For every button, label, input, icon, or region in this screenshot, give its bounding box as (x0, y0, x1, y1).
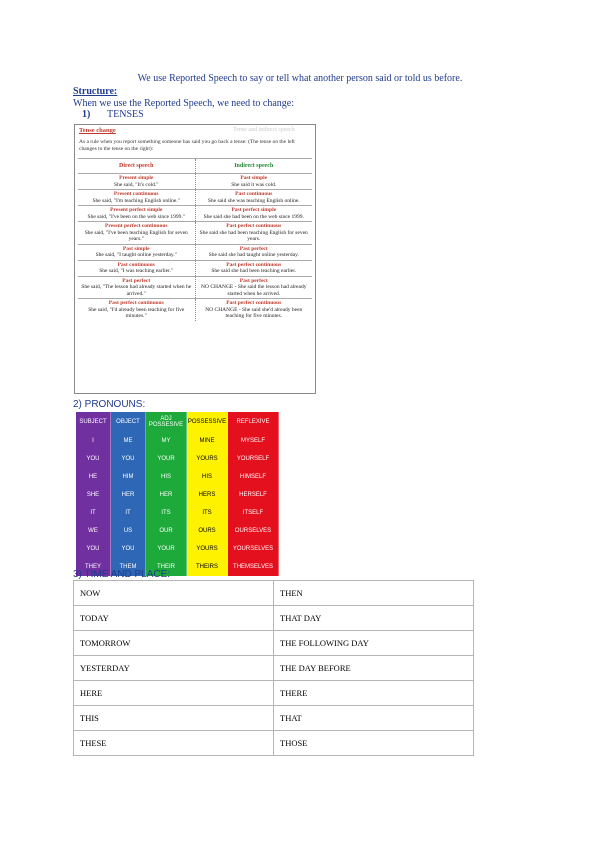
pronoun-cell: YOUR (146, 450, 187, 468)
tense-row (78, 190, 312, 206)
tense-box-ghost-title: Tense and indirect speech (233, 127, 295, 133)
pronoun-cell: OUR (146, 522, 187, 540)
time-place-row (74, 731, 474, 756)
indirect-speech-cell (195, 222, 312, 245)
direct-expression-cell: YESTERDAY (74, 656, 274, 681)
direct-expression-cell: TOMORROW (74, 631, 274, 656)
pronoun-cell: THEMSELVES (228, 558, 279, 576)
time-place-row (74, 706, 474, 731)
pronoun-row (76, 504, 279, 522)
pronoun-cell: HIS (146, 468, 187, 486)
direct-speech-cell (78, 244, 195, 260)
pronoun-header-cell: OBJECT (111, 412, 146, 432)
pronoun-cell: MYSELF (228, 432, 279, 450)
time-place-row (74, 681, 474, 706)
tense-name: Past perfect (122, 277, 151, 284)
tense-row (78, 299, 312, 321)
example-sentence: She said she had been teaching earlier. (211, 268, 297, 274)
reported-expression-cell: THAT DAY (274, 606, 474, 631)
time-place-row (74, 631, 474, 656)
tense-name: Past perfect continuous (108, 300, 164, 306)
example-sentence: She said, "I taught online yesterday." (95, 252, 177, 258)
reported-expression-cell: THOSE (274, 731, 474, 756)
pronoun-cell: THEM (111, 558, 146, 576)
example-sentence: She said, "I've been on the web since 1999." (87, 213, 185, 220)
pronoun-cell: HE (76, 468, 111, 486)
pronouns-table (76, 412, 279, 576)
indirect-speech-header: Indirect speech (195, 159, 312, 174)
pronoun-cell: ITSELF (228, 504, 279, 522)
pronoun-cell: YOU (111, 450, 146, 468)
example-sentence: She said she had been on the web since 1999. (203, 213, 304, 220)
pronoun-cell: OURS (187, 522, 228, 540)
reported-expression-cell: THE FOLLOWING DAY (274, 631, 474, 656)
tense-name: Present continuous (113, 191, 159, 197)
direct-speech-cell (78, 206, 195, 222)
example-sentence: She said, "It's cold." (114, 181, 159, 188)
pronouns-header-row (76, 412, 279, 432)
tense-row (78, 244, 312, 260)
pronoun-cell: ITS (187, 504, 228, 522)
indirect-speech-cell (195, 276, 312, 299)
pronoun-cell: ME (111, 432, 146, 450)
direct-expression-cell: TODAY (74, 606, 274, 631)
pronoun-header-cell: ADJ POSSESIVE (146, 412, 187, 432)
reported-expression-cell: THEN (274, 581, 474, 606)
tense-row (78, 276, 312, 299)
direct-expression-cell: HERE (74, 681, 274, 706)
pronoun-cell: THEIR (146, 558, 187, 576)
tense-change-image (74, 124, 316, 394)
tense-name: Present perfect continuous (104, 223, 168, 229)
example-sentence: She said, "I'd already been teaching for five minutes." (88, 306, 185, 319)
pronoun-cell: MY (146, 432, 187, 450)
pronouns-title: 2) PRONOUNS: (73, 399, 146, 410)
pronoun-header-cell: REFLEXIVE (228, 412, 279, 432)
tense-name: Past continuous (117, 261, 155, 268)
tense-name: Past continuous (235, 191, 273, 197)
pronoun-row (76, 468, 279, 486)
reported-expression-cell: THAT (274, 706, 474, 731)
tenses-number: 1) (82, 109, 91, 120)
tense-table (78, 158, 312, 321)
reported-expression-cell: THERE (274, 681, 474, 706)
example-sentence: NO CHANGE - She said the lesson had already started when he arrived. (201, 284, 307, 297)
pronoun-row (76, 432, 279, 450)
direct-speech-cell (78, 276, 195, 299)
pronoun-row (76, 486, 279, 504)
time-place-title: 3) TIME AND PLACE: (73, 569, 171, 580)
pronoun-cell: YOU (76, 450, 111, 468)
pronoun-cell: MINE (187, 432, 228, 450)
example-sentence: NO CHANGE - She said she'd already been teaching for five minutes. (205, 306, 303, 319)
pronoun-cell: ITS (146, 504, 187, 522)
direct-expression-cell: THIS (74, 706, 274, 731)
direct-speech-cell (78, 260, 195, 276)
pronoun-cell: YOU (76, 540, 111, 558)
pronoun-header-cell: POSSESSIVE (187, 412, 228, 432)
pronoun-cell: YOU (111, 540, 146, 558)
time-place-table (73, 580, 474, 756)
direct-expression-cell: NOW (74, 581, 274, 606)
reported-expression-cell: THE DAY BEFORE (274, 656, 474, 681)
tense-name: Past perfect continuous (226, 300, 282, 306)
pronoun-header-cell: SUBJECT (76, 412, 111, 432)
pronoun-cell: SHE (76, 486, 111, 504)
direct-speech-cell (78, 190, 195, 206)
pronoun-cell: OURSELVES (228, 522, 279, 540)
example-sentence: She said, "I'm teaching English online." (92, 197, 180, 204)
tense-name: Past simple (122, 245, 150, 252)
tense-row (78, 206, 312, 222)
example-sentence: She said she had been teaching English for seven years. (199, 229, 308, 242)
structure-label: Structure (73, 86, 114, 97)
tense-box-title: Tense change (79, 127, 116, 134)
pronoun-cell: WE (76, 522, 111, 540)
pronoun-cell: HER (111, 486, 146, 504)
direct-speech-cell (78, 222, 195, 245)
example-sentence: She said, "The lesson had already started when he arrived." (81, 284, 192, 297)
pronoun-cell: THEY (76, 558, 111, 576)
tense-name: Past perfect (239, 245, 268, 252)
pronoun-cell: IT (76, 504, 111, 522)
tense-row (78, 174, 312, 190)
example-sentence: She said, "I was teaching earlier." (99, 268, 174, 274)
example-sentence: She said she was teaching English online. (207, 197, 300, 204)
example-sentence: She said, "I've been teaching English for seven years." (84, 229, 188, 242)
pronoun-row (76, 522, 279, 540)
tense-row (78, 260, 312, 276)
intro-text: We use Reported Speech to say or tell what another person said or told us before. (137, 73, 463, 84)
indirect-speech-cell (195, 299, 312, 321)
pronoun-cell: YOURS (187, 450, 228, 468)
pronoun-cell: YOURS (187, 540, 228, 558)
tense-name: Past perfect (239, 277, 268, 284)
indirect-speech-cell (195, 260, 312, 276)
pronoun-row (76, 540, 279, 558)
direct-speech-header: Direct speech (78, 159, 195, 174)
pronoun-cell: I (76, 432, 111, 450)
indirect-speech-cell (195, 244, 312, 260)
time-place-row (74, 656, 474, 681)
pronoun-cell: HER (146, 486, 187, 504)
tense-box-note: As a rule when you report something someone has said you go back a tense: (The tense on the left changes to the tense on the right): (79, 139, 295, 152)
time-place-row (74, 606, 474, 631)
tense-name: Past perfect continuous (226, 223, 282, 229)
example-sentence: She said it was cold. (231, 181, 277, 188)
pronoun-cell: HIMSELF (228, 468, 279, 486)
indirect-speech-cell (195, 174, 312, 190)
tense-table-header (78, 159, 312, 174)
pronoun-cell: HIM (111, 468, 146, 486)
tense-name: Present perfect simple (110, 207, 163, 213)
direct-speech-cell (78, 299, 195, 321)
pronoun-cell: YOURSELVES (228, 540, 279, 558)
indirect-speech-cell (195, 190, 312, 206)
time-place-row (74, 581, 474, 606)
structure-colon: : (113, 86, 118, 97)
structure-heading (73, 86, 117, 97)
when-text: When we use the Reported Speech, we need to change: (73, 98, 295, 109)
tense-name: Past perfect continuous (226, 261, 282, 268)
pronoun-cell: HERSELF (228, 486, 279, 504)
pronoun-row (76, 450, 279, 468)
tenses-heading (82, 109, 144, 120)
direct-expression-cell: THESE (74, 731, 274, 756)
pronoun-cell: US (111, 522, 146, 540)
tense-name: Present simple (119, 175, 154, 181)
indirect-speech-cell (195, 206, 312, 222)
example-sentence: She said she had taught online yesterday. (208, 252, 299, 258)
pronoun-cell: IT (111, 504, 146, 522)
pronoun-cell: HERS (187, 486, 228, 504)
tenses-label: TENSES (107, 109, 144, 120)
tense-name: Past perfect simple (231, 207, 277, 213)
tense-row (78, 222, 312, 245)
pronoun-cell: YOURSELF (228, 450, 279, 468)
pronoun-cell: YOUR (146, 540, 187, 558)
pronoun-cell: THEIRS (187, 558, 228, 576)
tense-name: Past simple (240, 175, 268, 181)
pronoun-cell: HIS (187, 468, 228, 486)
direct-speech-cell (78, 174, 195, 190)
